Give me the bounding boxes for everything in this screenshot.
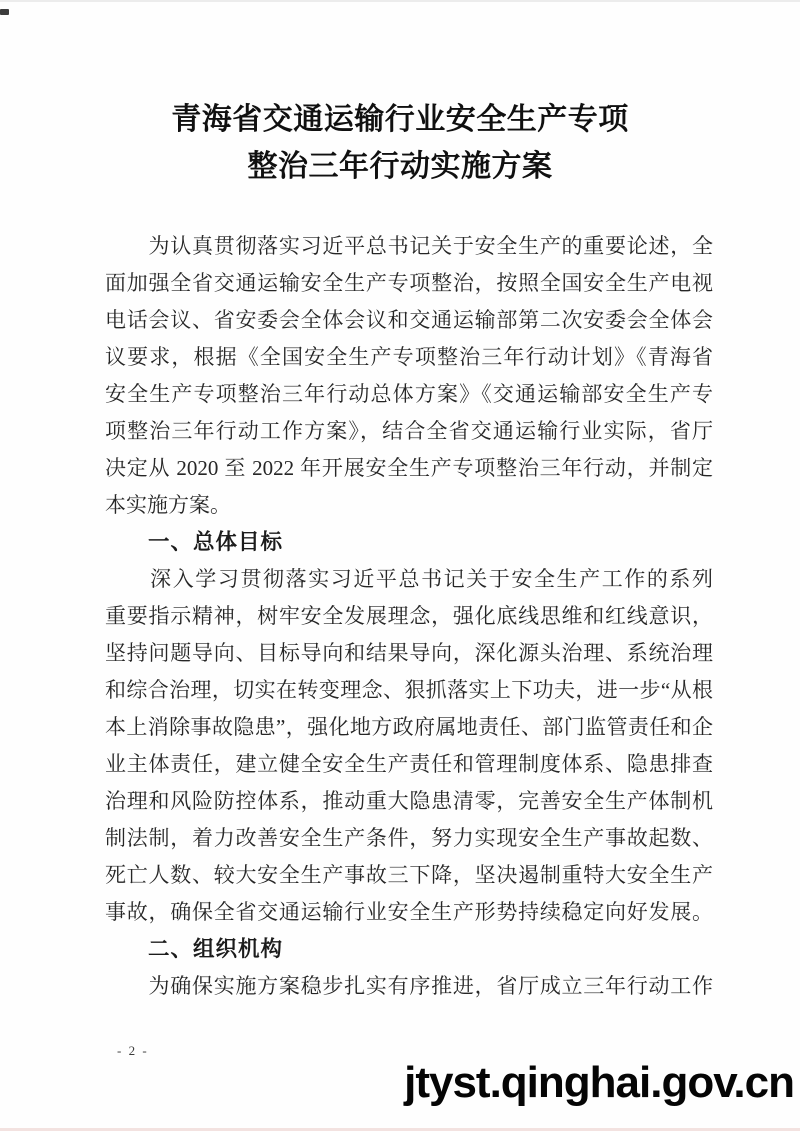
scan-edge-top [0,0,800,2]
document-title [0,96,800,190]
document-body [105,228,713,1005]
paragraph-line: 和综合治理，切实在转变理念、狠抓落实上下功夫，进一步“从根 [105,678,713,702]
paragraph-line: 业主体责任，建立健全安全生产责任和管理制度体系、隐患排查 [105,752,713,776]
paragraph-line: 本上消除事故隐患”，强化地方政府属地责任、部门监管责任和企 [105,715,713,739]
page-number: - 2 - [117,1043,149,1058]
paragraph-line: 为认真贯彻落实习近平总书记关于安全生产的重要论述，全 [105,234,713,258]
paragraph-line: 议要求，根据《全国安全生产专项整治三年行动计划》《青海省 [105,345,713,369]
paragraph-line: 重要指示精神，树牢安全发展理念，强化底线思维和红线意识， [105,604,713,628]
paragraph-line: 深入学习贯彻落实习近平总书记关于安全生产工作的系列 [105,567,713,591]
paragraph-line: 决定从 2020 至 2022 年开展安全生产专项整治三年行动，并制定 [105,456,713,480]
paragraph-line: 事故，确保全省交通运输行业安全生产形势持续稳定向好发展。 [105,900,713,924]
title-line-1: 青海省交通运输行业安全生产专项 [171,103,629,136]
paragraph-line: 治理和风险防控体系，推动重大隐患清零，完善安全生产体制机 [105,789,713,813]
section-heading: 一、总体目标 [148,530,284,554]
scan-artifact-mark [0,9,9,15]
paragraph-line: 项整治三年行动工作方案》，结合全省交通运输行业实际，省厅 [105,419,713,443]
site-watermark: jtyst.qinghai.gov.cn [404,1058,794,1107]
paragraph-line: 为确保实施方案稳步扎实有序推进，省厅成立三年行动工作 [105,974,713,998]
paragraph-line: 本实施方案。 [105,493,231,517]
paragraph-line: 死亡人数、较大安全生产事故三下降，坚决遏制重特大安全生产 [105,863,713,887]
paragraph-line: 电话会议、省安委会全体会议和交通运输部第二次安委会全体会 [105,308,713,332]
paragraph-line: 制法制，着力改善安全生产条件，努力实现安全生产事故起数、 [105,826,713,850]
paragraph-line: 安全生产专项整治三年行动总体方案》《交通运输部安全生产专 [105,382,713,406]
section-heading: 二、组织机构 [148,937,284,961]
paragraph-line: 面加强全省交通运输安全生产专项整治，按照全国安全生产电视 [105,271,713,295]
title-line-2: 整治三年行动实施方案 [247,150,553,183]
paragraph-line: 坚持问题导向、目标导向和结果导向，深化源头治理、系统治理 [105,641,713,665]
